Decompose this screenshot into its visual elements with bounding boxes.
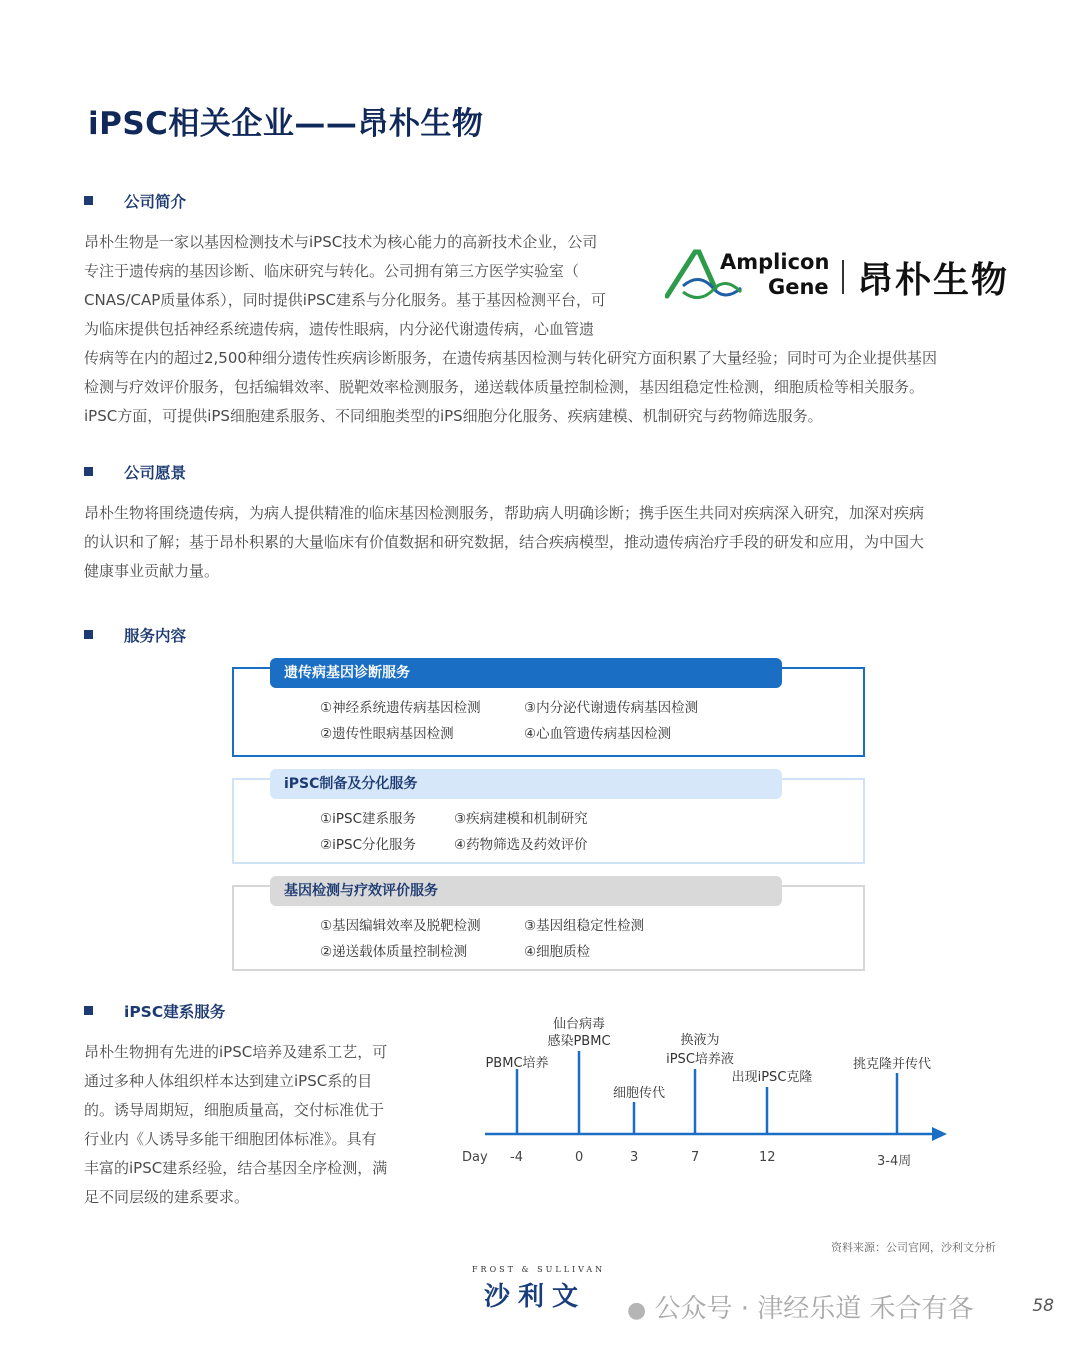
section-heading-text: 公司简介 bbox=[124, 193, 187, 211]
text-line: iPSC方面，可提供iPS细胞建系服务、不同细胞类型的iPS细胞分化服务、疾病建模、机制研究与药物筛选服务。 bbox=[84, 407, 823, 425]
service-box-efficacy bbox=[232, 885, 865, 971]
service-item: ②iPSC分化服务 bbox=[320, 837, 416, 853]
page-title: iPSC相关企业——昂朴生物 bbox=[88, 106, 484, 142]
text-line: 传病等在内的超过2,500种细分遗传性疾病诊断服务，在遗传病基因检测与转化研究方面积累了大量经验；同时可为企业提供基因 bbox=[84, 349, 937, 367]
timeline-day-label: 12 bbox=[759, 1150, 776, 1165]
text-line: 足不同层级的建系要求。 bbox=[84, 1188, 250, 1206]
section-heading-vision bbox=[84, 461, 186, 483]
timeline-event-label: 出现iPSC克隆 bbox=[731, 1070, 813, 1085]
watermark bbox=[627, 1288, 974, 1325]
section-heading-text: 公司愿景 bbox=[124, 464, 187, 482]
text-line: 检测与疗效评价服务，包括编辑效率、脱靶效率检测服务，递送载体质量控制检测，基因组稳定性检测，细胞质检等相关服务。 bbox=[84, 378, 925, 396]
text-line: 通过多种人体组织样本达到建立iPSC系的目 bbox=[84, 1072, 373, 1090]
text-line: 行业内《人诱导多能干细胞团体标准》。具有 bbox=[84, 1130, 377, 1148]
logo-divider bbox=[842, 260, 844, 294]
service-item: ③疾病建模和机制研究 bbox=[454, 811, 588, 827]
text-line: 的认识和了解；基于昂朴积累的大量临床有价值数据和研究数据，结合疾病模型，推动遗传病治疗手段的研发和应用，为中国大 bbox=[84, 533, 925, 551]
timeline-day-label: -4 bbox=[510, 1150, 523, 1165]
logo-text-en: Gene bbox=[768, 275, 829, 299]
text-line: 丰富的iPSC建系经验，结合基因全序检测，满 bbox=[84, 1159, 388, 1177]
service-item: ②遗传性眼病基因检测 bbox=[320, 726, 454, 742]
service-box-title: 基因检测与疗效评价服务 bbox=[270, 876, 782, 906]
company-logo bbox=[665, 248, 1015, 304]
timeline-day-label: 3-4周 bbox=[877, 1154, 912, 1169]
timeline-event-label: 挑克隆并传代 bbox=[852, 1057, 931, 1072]
service-item: ①iPSC建系服务 bbox=[320, 811, 416, 827]
service-item: ①基因编辑效率及脱靶检测 bbox=[320, 918, 481, 934]
timeline-event-label: PBMC培养 bbox=[485, 1056, 549, 1071]
wechat-icon: ● bbox=[627, 1298, 647, 1323]
bullet-square-icon bbox=[84, 630, 93, 639]
logo-text-cn: 昂朴生物 bbox=[857, 260, 1010, 301]
brand-logo-cn: 沙利文 bbox=[484, 1282, 587, 1312]
section-heading-services bbox=[84, 624, 186, 646]
text-line: 为临床提供包括神经系统遗传病，遗传性眼病，内分泌代谢遗传病，心血管遗 bbox=[84, 320, 595, 338]
section-heading-text: 服务内容 bbox=[124, 627, 187, 645]
service-item: ④药物筛选及药效评价 bbox=[454, 837, 588, 853]
timeline-event-label: 换液为 bbox=[680, 1033, 720, 1048]
ipsc-line-paragraph bbox=[84, 1038, 424, 1212]
service-box-ipsc bbox=[232, 778, 865, 864]
timeline-event-label: 细胞传代 bbox=[612, 1086, 665, 1101]
timeline-day-label: 7 bbox=[691, 1150, 700, 1165]
text-line: 昂朴生物是一家以基因检测技术与iPSC技术为核心能力的高新技术企业，公司 bbox=[84, 233, 598, 251]
section-heading-profile bbox=[84, 190, 186, 212]
section-heading-ipsc-line bbox=[84, 1000, 225, 1022]
service-item: ②递送载体质量控制检测 bbox=[320, 944, 468, 960]
service-item: ④细胞质检 bbox=[524, 944, 591, 960]
service-box-title: iPSC制备及分化服务 bbox=[270, 769, 782, 799]
text-line: 健康事业贡献力量。 bbox=[84, 562, 220, 580]
service-item: ③基因组稳定性检测 bbox=[524, 918, 645, 934]
timeline-event-label: 仙台病毒 bbox=[552, 1017, 605, 1032]
section-heading-text: iPSC建系服务 bbox=[124, 1003, 226, 1021]
text-line: 专注于遗传病的基因诊断、临床研究与转化。公司拥有第三方医学实验室（ bbox=[84, 262, 580, 280]
timeline-day-label: 0 bbox=[575, 1150, 584, 1165]
text-line: CNAS/CAP质量体系），同时提供iPSC建系与分化服务。基于基因检测平台，可 bbox=[84, 291, 607, 309]
bullet-square-icon bbox=[84, 467, 93, 476]
brand-logo-en: FROST & SULLIVAN bbox=[472, 1265, 606, 1274]
timeline-axis-label: Day bbox=[462, 1150, 488, 1165]
service-item: ①神经系统遗传病基因检测 bbox=[320, 700, 481, 716]
logo-text-en: Amplicon bbox=[720, 250, 830, 274]
page-number: 58 bbox=[1032, 1296, 1054, 1316]
bullet-square-icon bbox=[84, 196, 93, 205]
service-item: ③内分泌代谢遗传病基因检测 bbox=[524, 700, 699, 716]
text-line: 昂朴生物将围绕遗传病，为病人提供精准的临床基因检测服务，帮助病人明确诊断；携手医生共同对疾病深入研究，加深对疾病 bbox=[84, 504, 925, 522]
watermark-text: 公众号 · 津经乐道 禾合有各 bbox=[654, 1294, 974, 1324]
ipsc-timeline bbox=[450, 1005, 970, 1180]
source-note: 资料来源：公司官网，沙利文分析 bbox=[831, 1241, 996, 1254]
text-line: 昂朴生物拥有先进的iPSC培养及建系工艺，可 bbox=[84, 1043, 388, 1061]
bullet-square-icon bbox=[84, 1006, 93, 1015]
service-box-genetic-diagnosis bbox=[232, 667, 865, 757]
service-box-title: 遗传病基因诊断服务 bbox=[270, 658, 782, 688]
timeline-day-label: 3 bbox=[630, 1150, 639, 1165]
vision-paragraph bbox=[84, 499, 1004, 586]
timeline-event-label: 感染PBMC bbox=[547, 1034, 611, 1049]
timeline-arrow-icon bbox=[932, 1127, 947, 1141]
text-line: 的。诱导周期短，细胞质量高，交付标准优于 bbox=[84, 1101, 385, 1119]
timeline-event-label: iPSC培养液 bbox=[666, 1052, 734, 1067]
service-item: ④心血管遗传病基因检测 bbox=[524, 726, 672, 742]
